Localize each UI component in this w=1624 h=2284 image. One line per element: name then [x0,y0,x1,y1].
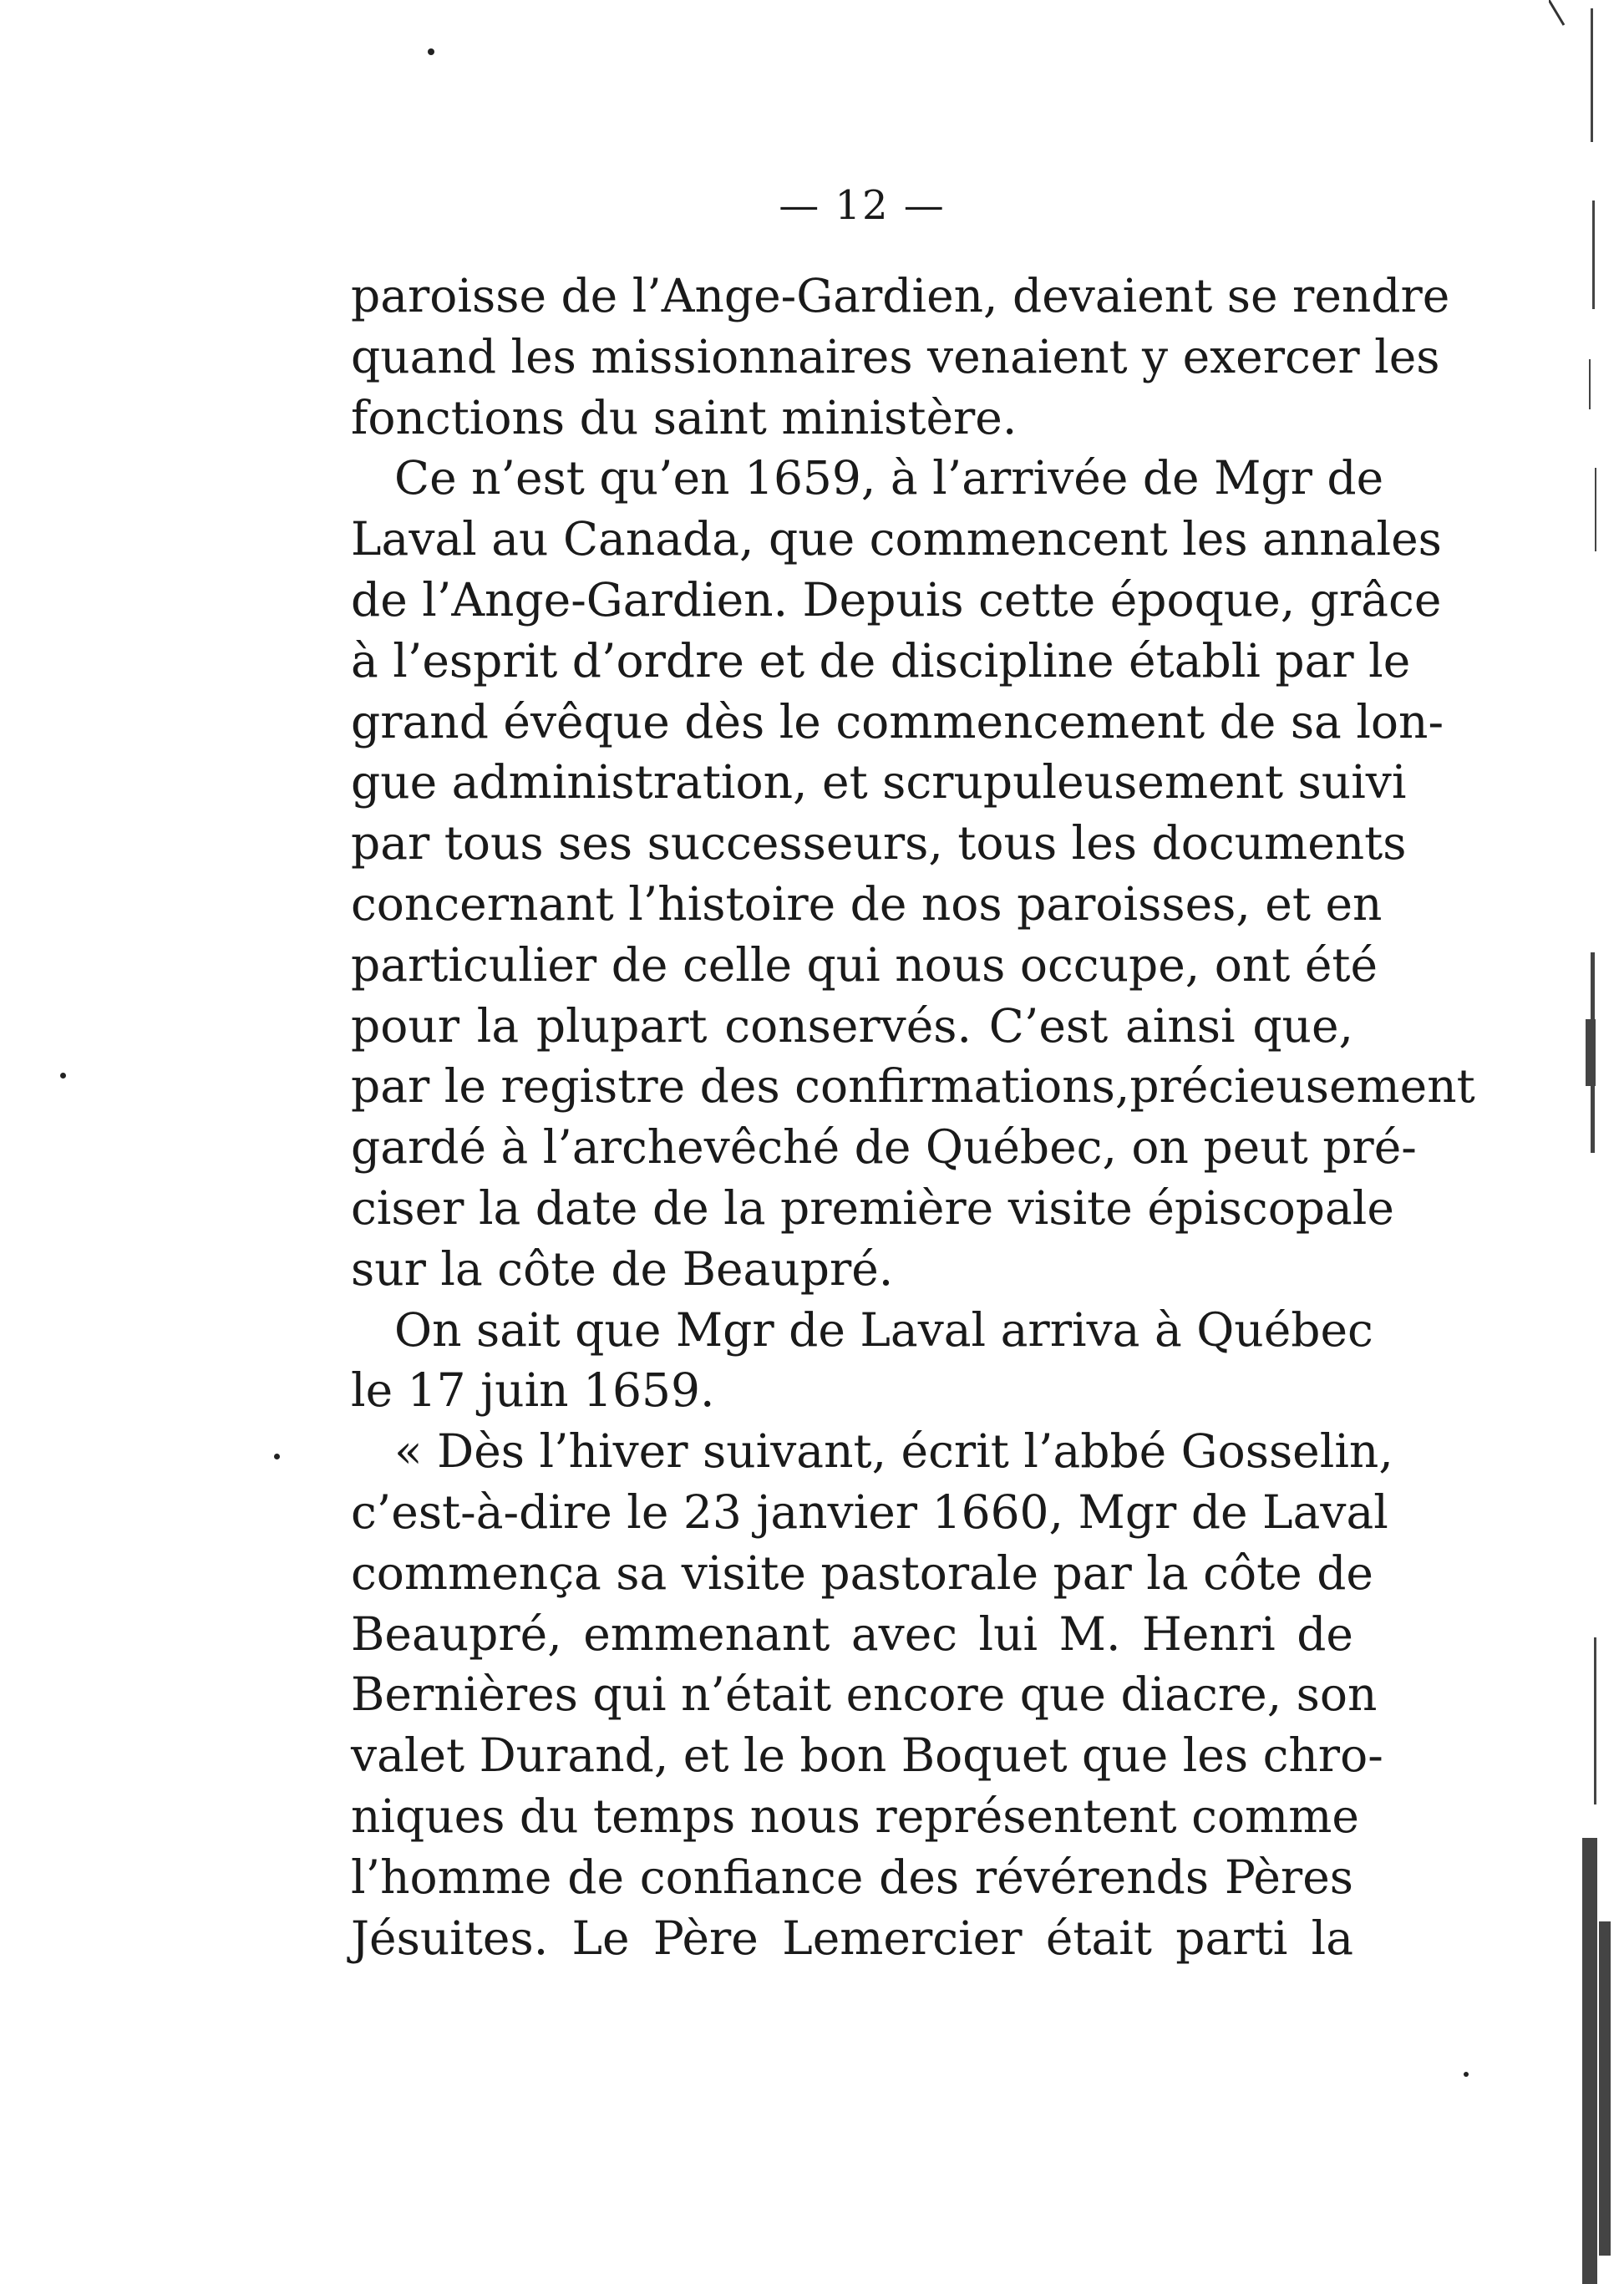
text-line: fonctions du saint ministère. [351,390,1018,444]
text-line: Laval au Canada, que commencent les annales [351,512,1442,566]
text-line: gue administration, et scrupuleusement suivi [351,755,1407,810]
text-line: concernant l’histoire de nos paroisses, et en [351,876,1383,931]
text-line: Beaupré, emmenant avec lui M. Henri de [351,1606,1353,1661]
text-line: Jésuites. Le Père Lemercier était parti la [351,1911,1353,1965]
text-line: particulier de celle qui nous occupe, ont été [351,937,1378,992]
text-line: à l’esprit d’ordre et de discipline établi par le [351,633,1411,688]
text-line: ciser la date de la première visite épiscopale [351,1180,1394,1235]
text-line: Bernières qui n’était encore que diacre, son [351,1667,1378,1722]
scan-speck [1464,2072,1469,2077]
scan-speck [428,48,434,55]
text-line: sur la côte de Beaupré. [351,1241,894,1296]
text-line: niques du temps nous représentent comme [351,1789,1359,1843]
text-line: « Dès l’hiver suivant, écrit l’abbé Gosselin, [394,1424,1393,1479]
scan-speck [274,1454,280,1459]
page-number: — 12 — [779,182,946,229]
body-text [351,266,1475,1968]
text-line: gardé à l’archevêché de Québec, on peut pré- [351,1120,1417,1175]
text-line: par le registre des confirmations,précieusement [351,1059,1475,1114]
text-line: valet Durand, et le bon Boquet que les chro- [351,1728,1383,1783]
scan-speck [60,1073,66,1079]
scan-edge-noise [1549,0,1624,2284]
text-line: l’homme de confiance des révérends Pères [351,1850,1353,1904]
text-line: le 17 juin 1659. [351,1363,715,1418]
text-line: c’est-à-dire le 23 janvier 1660, Mgr de Laval [351,1485,1388,1539]
text-line: quand les missionnaires venaient y exercer les [351,329,1440,383]
text-line: grand évêque dès le commencement de sa lon- [351,694,1444,749]
text-line: par tous ses successeurs, tous les documents [351,816,1407,870]
text-line: commença sa visite pastorale par la côte de [351,1546,1373,1600]
text-line: On sait que Mgr de Laval arriva à Québec [394,1302,1373,1357]
text-line: Ce n’est qu’en 1659, à l’arrivée de Mgr de [394,451,1384,505]
text-line: pour la plupart conservés. C’est ainsi que, [351,998,1353,1053]
text-line: de l’Ange-Gardien. Depuis cette époque, grâce [351,572,1442,627]
text-line: paroisse de l’Ange-Gardien, devaient se rendre [351,269,1450,322]
